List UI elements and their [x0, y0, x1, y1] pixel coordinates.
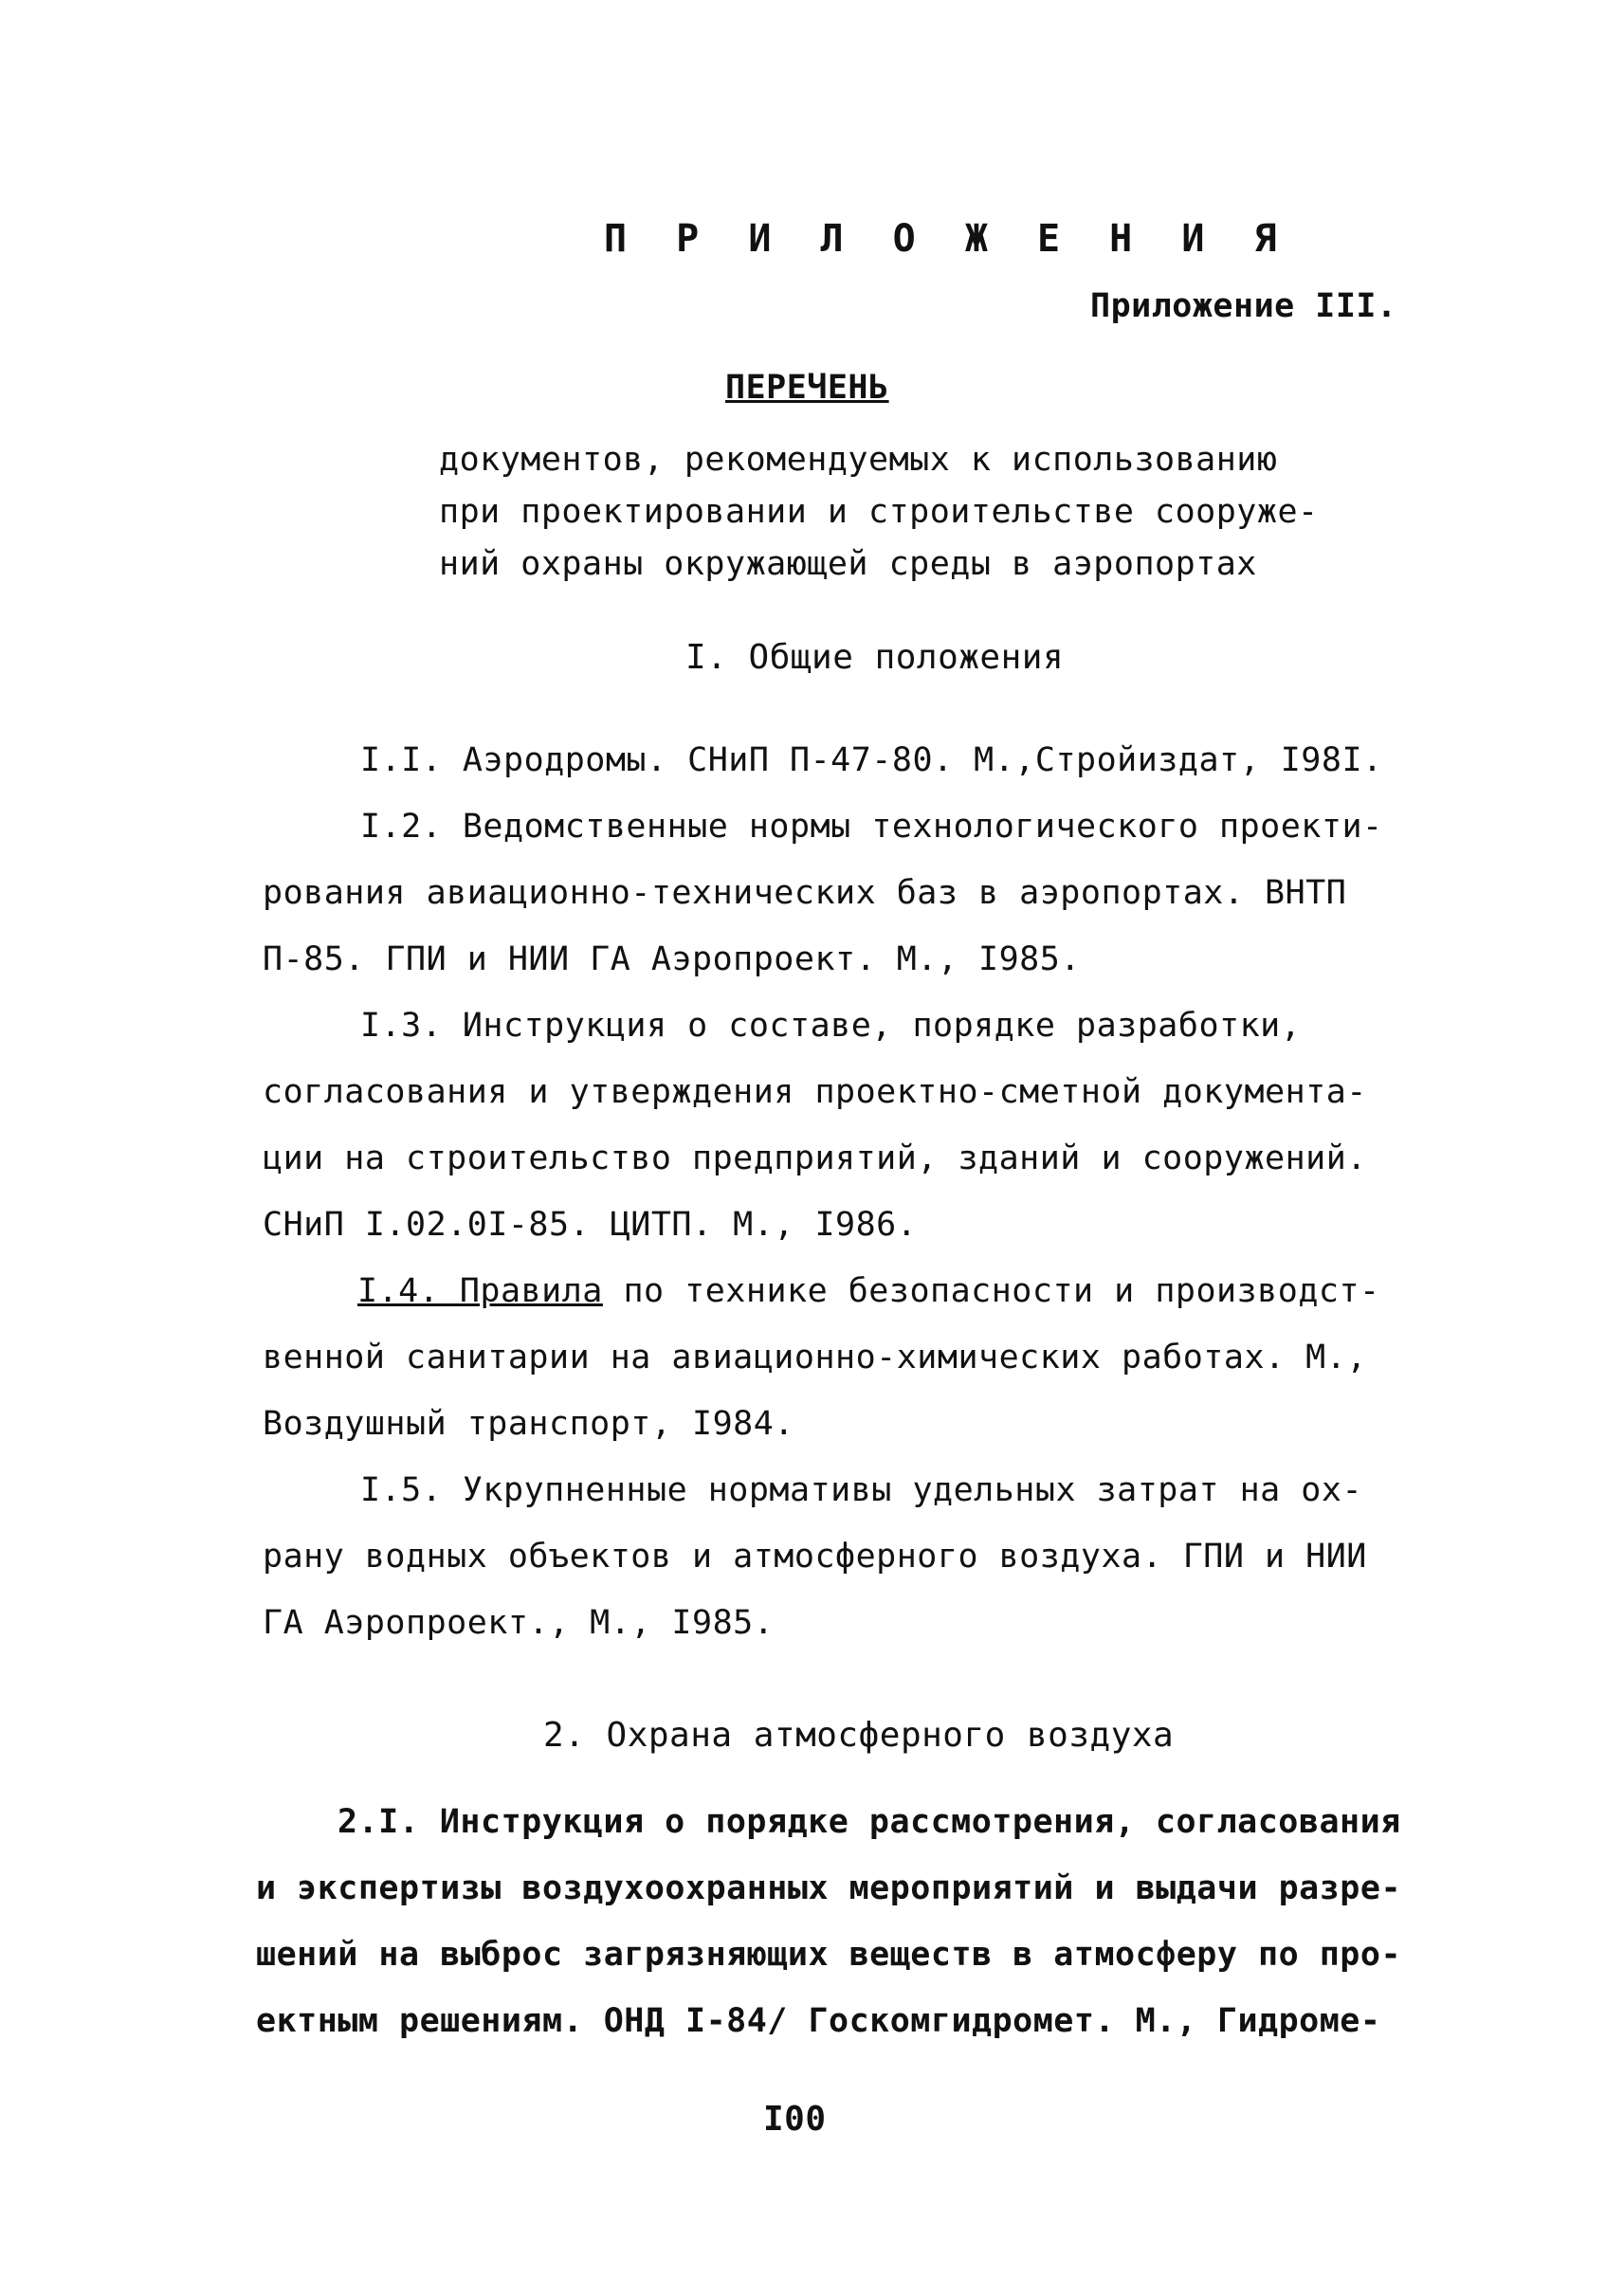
item-1-5-line-1: I.5. Укрупненные нормативы удельных затрат на ох- — [360, 1471, 1363, 1509]
item-1-1: I.I. Аэродромы. СНиП П-47-80. М.,Стройиздат, I98I. — [360, 741, 1383, 779]
item-2-1-line-2: и экспертизы воздухоохранных мероприятий и выдачи разре- — [256, 1869, 1402, 1907]
subtitle-line-1: документов, рекомендуемых к использованию — [439, 441, 1278, 479]
section-1-heading: I. Общие положения — [685, 638, 1065, 677]
item-1-4-number: I.4. Правила — [357, 1272, 603, 1310]
item-1-4-line-1 — [357, 1272, 1380, 1310]
item-1-5-line-2: рану водных объектов и атмосферного воздуха. ГПИ и НИИ — [263, 1538, 1367, 1576]
subtitle-line-3: ний охраны окружающей среды в аэропортах — [439, 545, 1257, 583]
item-2-1-line-3: шений на выброс загрязняющих веществ в атмосферу по про- — [256, 1936, 1402, 1974]
section-2-heading: 2. Охрана атмосферного воздуха — [543, 1716, 1175, 1755]
item-1-4-line-2: венной санитарии на авиационно-химических работах. М., — [263, 1339, 1367, 1376]
document-title: П Р И Л О Ж Е Н И Я — [604, 217, 1290, 261]
appendix-label: Приложение III. — [1090, 287, 1397, 325]
item-1-4-line-1-rest: по технике безопасности и производст- — [602, 1272, 1380, 1310]
item-1-4-line-3: Воздушный транспорт, I984. — [263, 1405, 794, 1443]
list-heading: ПЕРЕЧЕНЬ — [725, 369, 889, 407]
page-number: I00 — [763, 2100, 827, 2139]
item-1-3-line-4: СНиП I.02.0I-85. ЦИТП. М., I986. — [263, 1206, 918, 1244]
item-1-3-line-3: ции на строительство предприятий, зданий и сооружений. — [263, 1139, 1367, 1177]
item-1-3-line-1: I.3. Инструкция о составе, порядке разработки, — [360, 1007, 1302, 1045]
item-2-1-line-4: ектным решениям. ОНД I-84/ Госкомгидромет. М., Гидроме- — [256, 2002, 1381, 2040]
item-1-2-line-2: рования авиационно-технических баз в аэропортах. ВНТП — [263, 874, 1347, 912]
subtitle-line-2: при проектировании и строительстве сооруже- — [439, 493, 1319, 531]
item-2-1-line-1: 2.I. Инструкция о порядке рассмотрения, согласования — [338, 1803, 1401, 1841]
item-1-2-line-3: П-85. ГПИ и НИИ ГА Аэропроект. М., I985. — [263, 940, 1081, 978]
item-1-3-line-2: согласования и утверждения проектно-сметной документа- — [263, 1073, 1367, 1111]
item-1-5-line-3: ГА Аэропроект., М., I985. — [263, 1604, 775, 1642]
item-1-2-line-1: I.2. Ведомственные нормы технологического проекти- — [360, 808, 1383, 846]
